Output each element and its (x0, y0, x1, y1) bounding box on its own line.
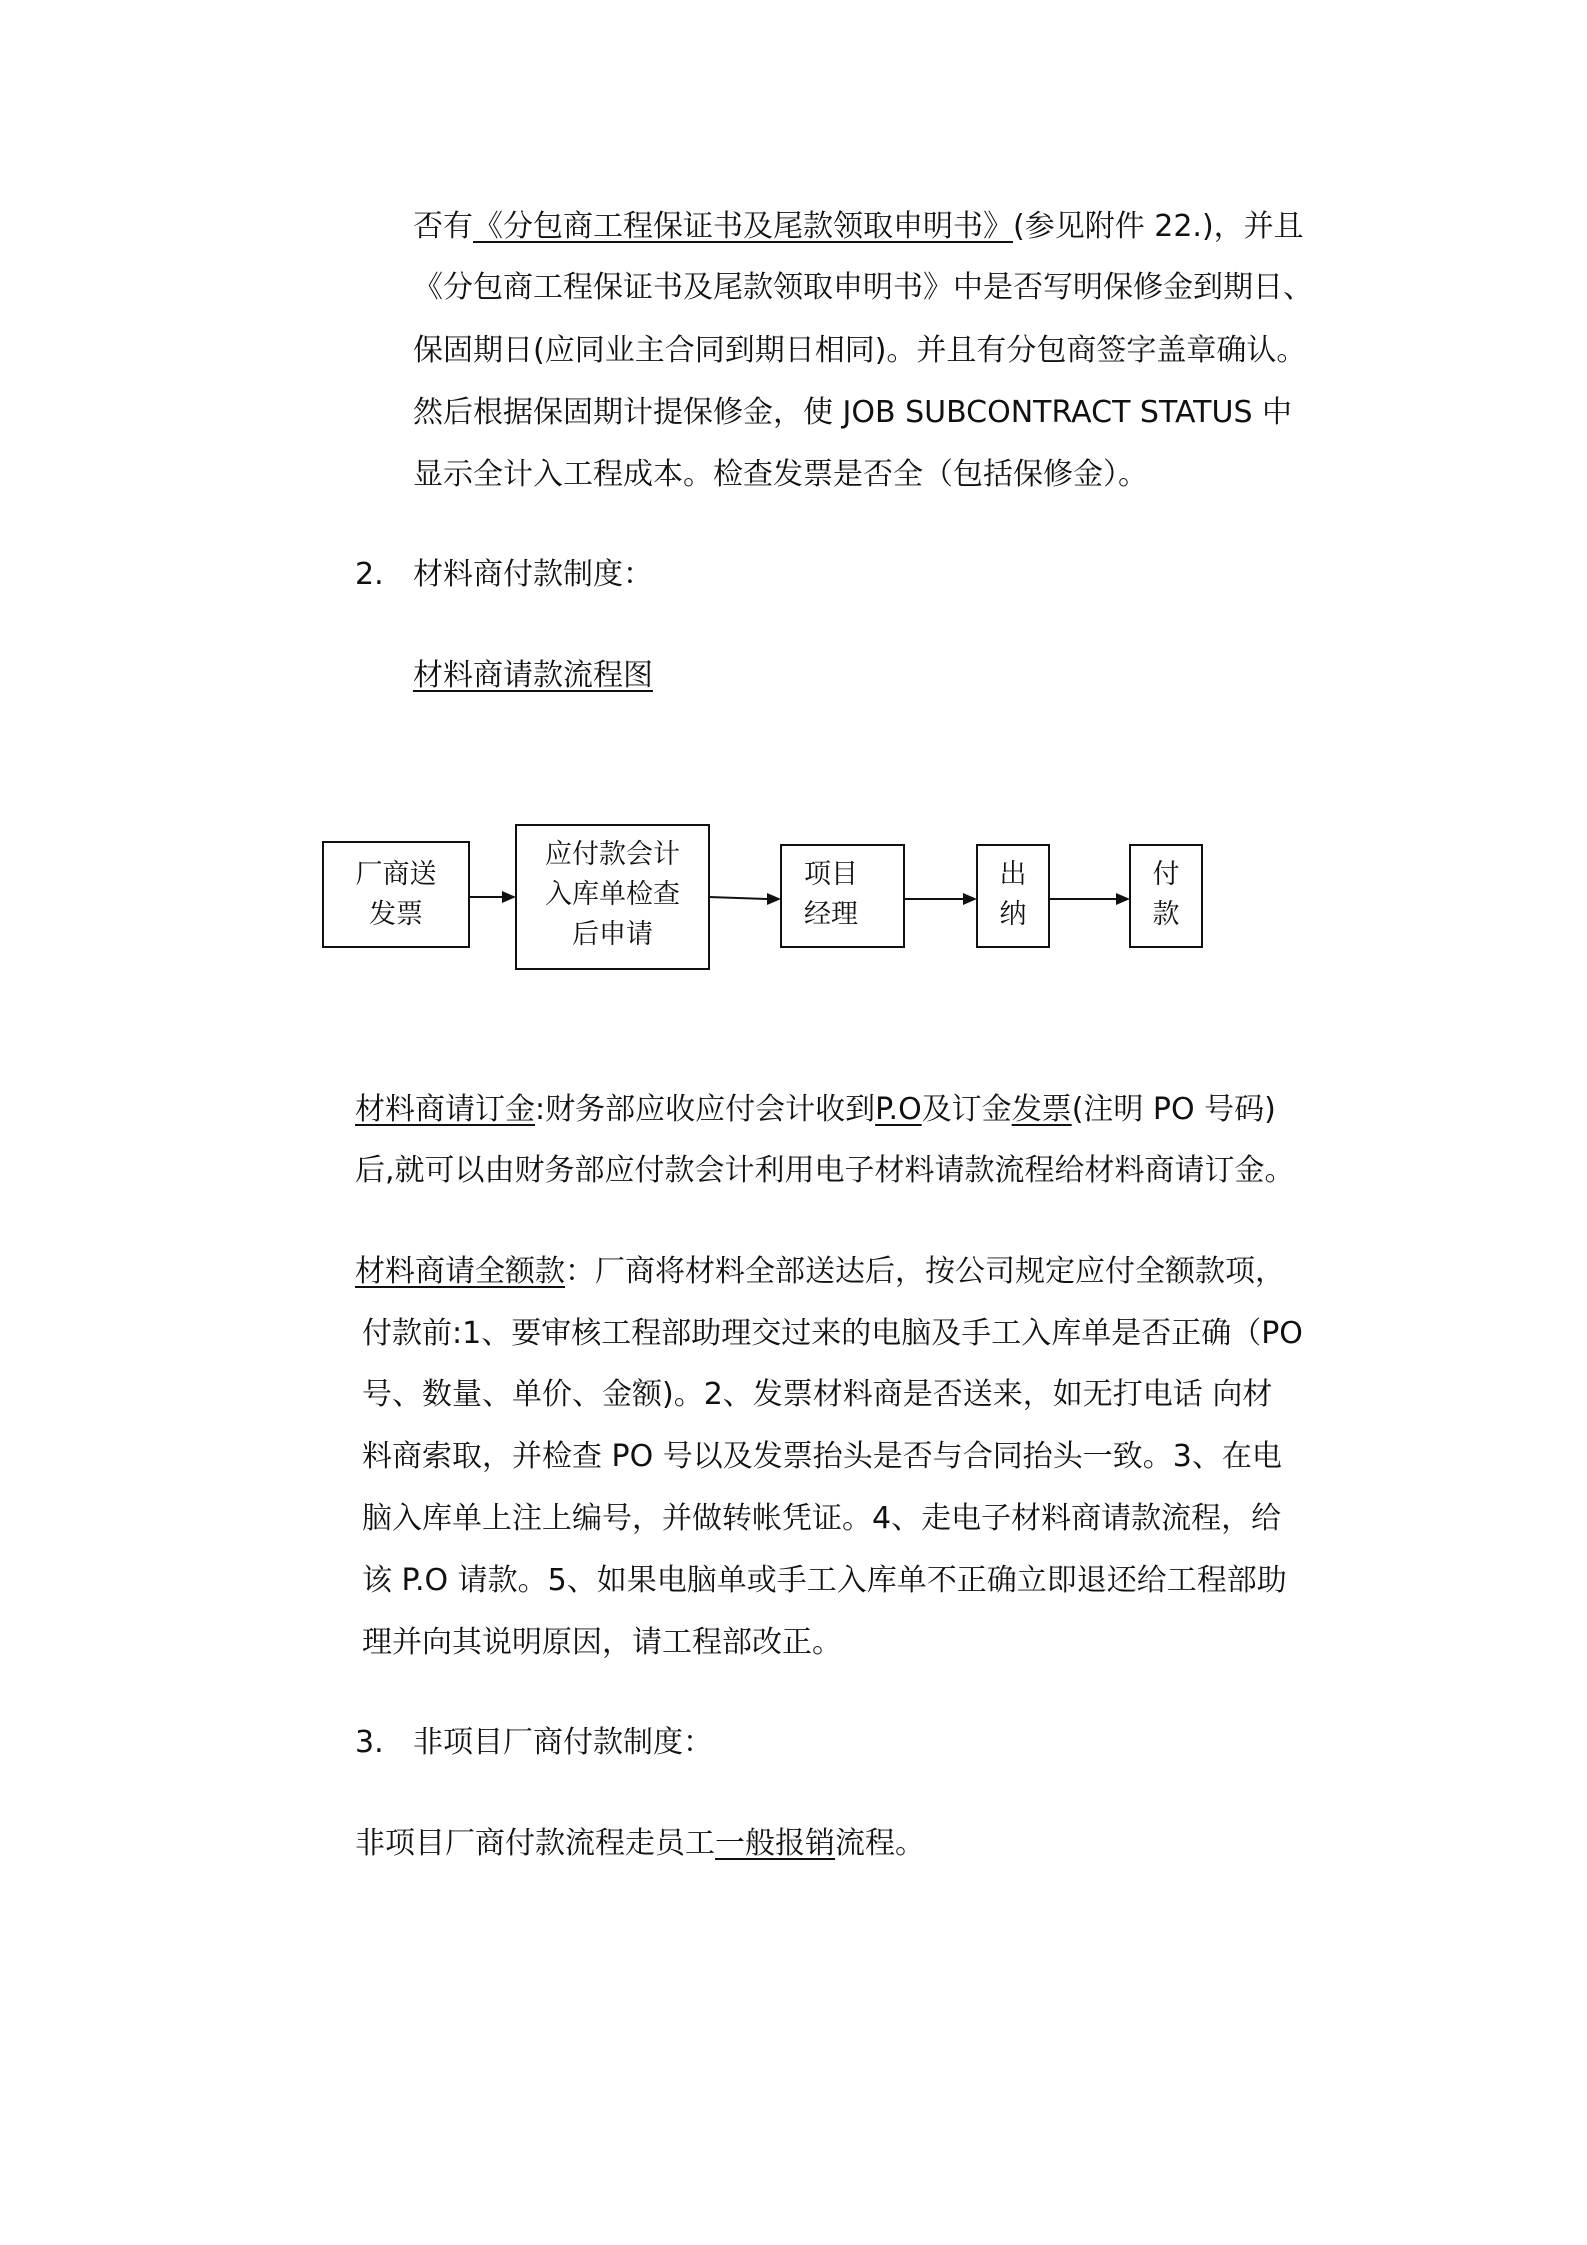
section-3-body: 流程。 (835, 1826, 925, 1861)
full-payment-label: 材料商请全额款 (355, 1254, 565, 1289)
full-line-4: 料商索取，并检查 PO 号以及发票抬头是否与合同抬头一致。3、在电 (362, 1439, 1282, 1474)
flow-box-5-label (1130, 855, 1202, 935)
section-title: 材料商付款制度： (413, 557, 653, 592)
full-text: ：厂商将材料全部送达后，按公司规定应付全额款项， (565, 1254, 1285, 1289)
flow-box-4-label (977, 855, 1049, 935)
flow-label-line: 款 (1152, 899, 1180, 930)
section-number: 3. (355, 1725, 384, 1760)
flow-label-line: 出 (999, 859, 1027, 890)
intro-text: (参见附件 22.)，并且 (1013, 209, 1304, 244)
full-line-3: 号、数量、单价、金额)。2、发票材料商是否送来，如无打电话 向材 (362, 1377, 1273, 1412)
arrowhead-icon (767, 893, 781, 905)
guarantee-doc-link[interactable]: 《分包商工程保证书及尾款领取申明书》 (473, 209, 1013, 244)
arrowhead-icon (502, 891, 516, 903)
arrowhead-icon (963, 893, 977, 905)
intro-line-5: 显示全计入工程成本。检查发票是否全（包括保修金）。 (413, 457, 1148, 492)
full-line-6: 该 P.O 请款。5、如果电脑单或手工入库单不正确立即退还给工程部助 (362, 1563, 1287, 1598)
flow-label-line: 项目 (804, 859, 858, 890)
flow-label-line: 入库单检查 (545, 879, 680, 910)
full-line-5: 脑入库单上注上编号，并做转帐凭证。4、走电子材料商请款流程，给 (362, 1501, 1282, 1536)
deposit-line-1 (355, 1092, 1276, 1127)
flow-label-line: 应付款会计 (545, 839, 680, 870)
flow-label-line: 付 (1152, 859, 1180, 890)
flow-label-line: 经理 (804, 899, 858, 930)
section-title: 非项目厂商付款制度： (413, 1725, 713, 1760)
section-number: 2. (355, 557, 384, 592)
section-3-text (355, 1826, 925, 1861)
intro-line-3: 保固期日(应同业主合同到期日相同)。并且有分包商签字盖章确认。 (413, 333, 1307, 368)
flow-label-line: 纳 (999, 899, 1027, 930)
full-line-1 (355, 1254, 1285, 1289)
section-3-heading (355, 1725, 713, 1760)
full-line-2: 付款前:1、要审核工程部助理交过来的电脑及手工入库单是否正确（PO (362, 1316, 1303, 1351)
flow-arrow (709, 897, 767, 899)
intro-line-2: 《分包商工程保证书及尾款领取申明书》中是否写明保修金到期日、 (413, 270, 1313, 305)
intro-text: 否有 (413, 209, 473, 244)
flow-label-line: 发票 (369, 899, 423, 930)
flow-box-1-label (323, 855, 469, 935)
deposit-line-2: 后,就可以由财务部应付款会计利用电子材料请款流程给材料商请订金。 (355, 1153, 1295, 1188)
section-3-body: 非项目厂商付款流程走员工 (355, 1826, 715, 1861)
arrowhead-icon (1116, 893, 1130, 905)
deposit-label: 材料商请订金 (355, 1092, 535, 1127)
deposit-text: :财务部应收应付会计收到 (535, 1092, 876, 1127)
flow-label-line: 后申请 (572, 919, 653, 950)
invoice-link[interactable]: 发票 (1011, 1092, 1072, 1127)
deposit-text: 及订金 (921, 1092, 1012, 1127)
flow-label-line: 厂商送 (355, 859, 437, 890)
flow-box-2-label (516, 835, 709, 955)
intro-line-4: 然后根据保固期计提保修金，使 JOB SUBCONTRACT STATUS 中 (413, 395, 1293, 430)
flowchart-title: 材料商请款流程图 (413, 658, 653, 693)
deposit-text: (注明 PO 号码) (1071, 1092, 1276, 1127)
general-reimbursement-link[interactable]: 一般报销 (715, 1826, 835, 1861)
flow-box-3-label (781, 855, 881, 935)
full-line-7: 理并向其说明原因，请工程部改正。 (362, 1625, 842, 1660)
po-link[interactable]: P.O (875, 1092, 922, 1127)
